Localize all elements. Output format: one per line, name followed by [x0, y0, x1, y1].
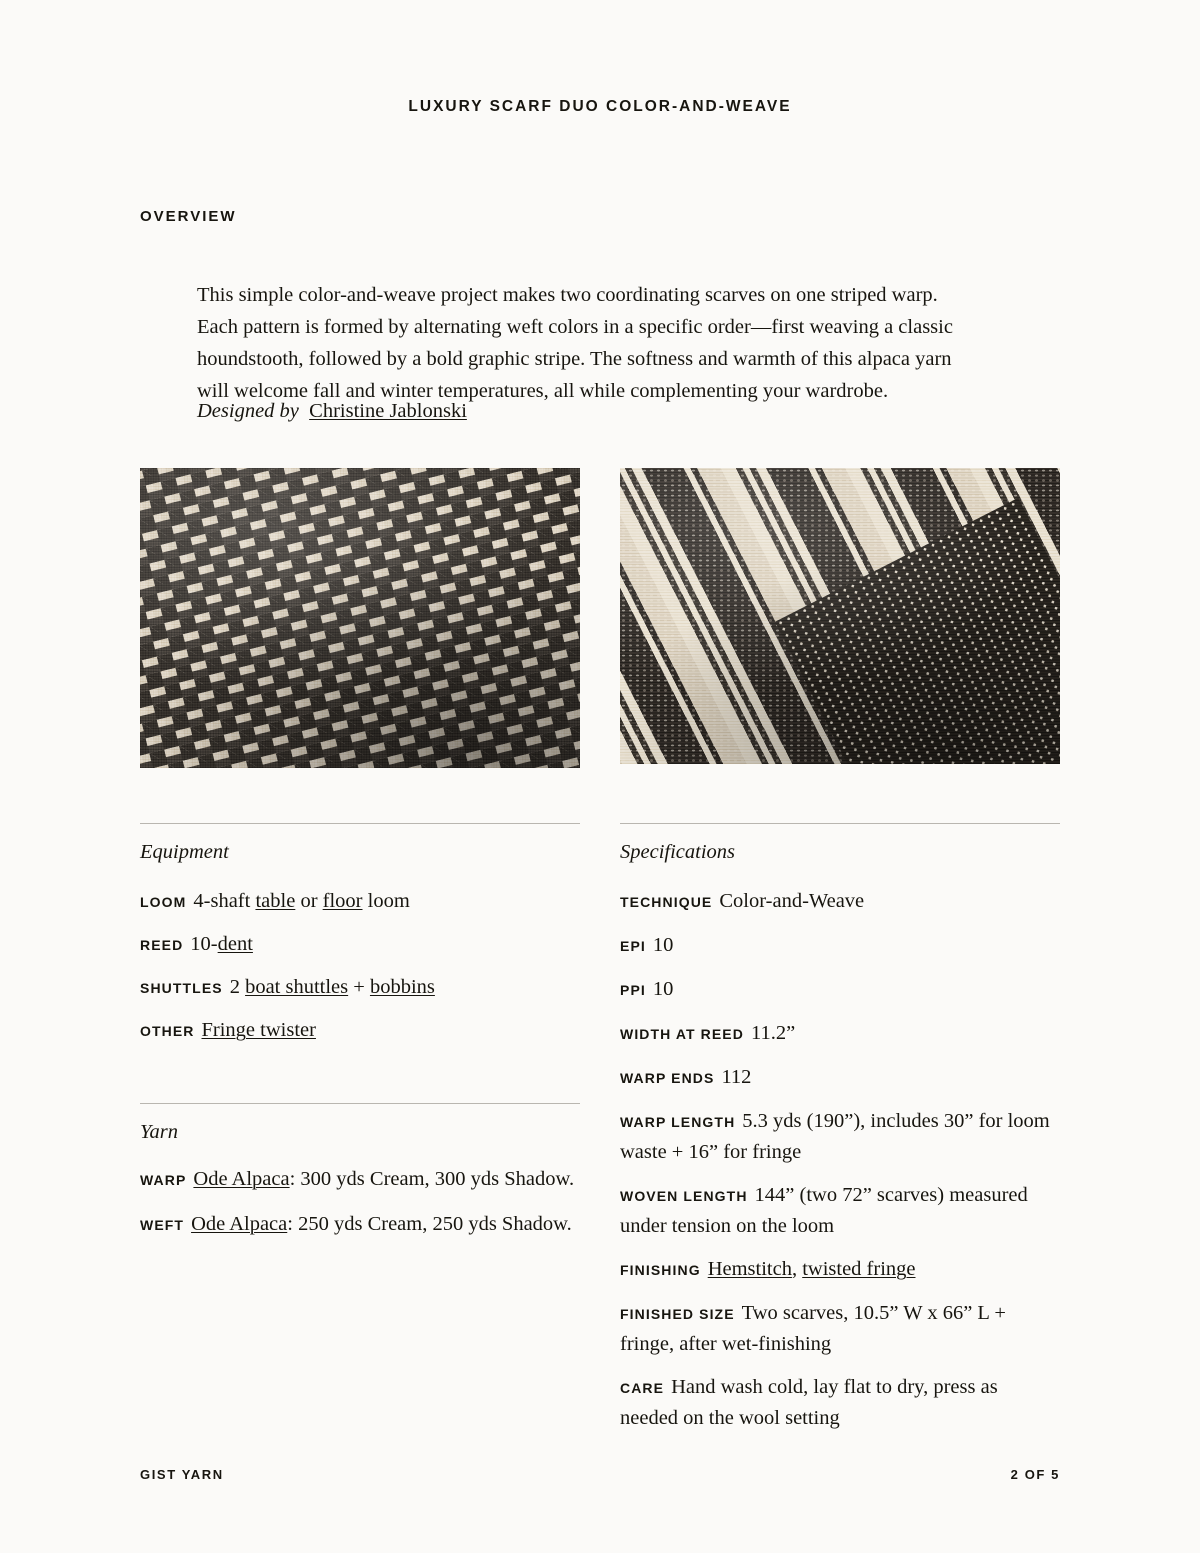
designer-credit — [197, 396, 467, 426]
divider — [140, 823, 580, 824]
spec-value-text: + — [348, 976, 370, 998]
spec-row — [620, 1298, 1060, 1359]
spec-label: WARP — [140, 1172, 187, 1188]
spec-value-link[interactable]: Ode Alpaca — [191, 1213, 288, 1235]
yarn-section — [140, 1103, 580, 1240]
spec-label: CARE — [620, 1380, 665, 1396]
spec-value — [721, 1066, 751, 1088]
spec-value — [191, 1213, 572, 1235]
spec-value-text: loom — [362, 890, 410, 912]
designed-by-label: Designed by — [197, 400, 299, 422]
spec-value — [193, 1168, 574, 1190]
spec-value-text: or — [295, 890, 323, 912]
spec-value-text: 144” (two 72” scarves) measured under tension on the loom — [620, 1184, 1028, 1237]
spec-value-text: Hand wash cold, lay flat to dry, press as needed on the wool setting — [620, 1376, 998, 1429]
spec-label: WEFT — [140, 1217, 185, 1233]
divider — [140, 1103, 580, 1104]
spec-label: PPI — [620, 982, 646, 998]
overview-heading: OVERVIEW — [140, 208, 237, 225]
spec-label: SHUTTLES — [140, 980, 223, 996]
spec-value-link[interactable]: dent — [217, 933, 253, 955]
spec-value-link[interactable]: bobbins — [369, 976, 435, 998]
spec-value-text: Two scarves, 10.5” W x 66” L + fringe, after wet-finishing — [620, 1302, 1006, 1355]
spec-label: FINISHING — [620, 1262, 701, 1278]
footer-page-number: 2 OF 5 — [1010, 1467, 1060, 1482]
spec-row — [620, 930, 1060, 961]
houndstooth-yarn-grain — [140, 468, 580, 768]
spec-value-text: 10 — [652, 978, 674, 1000]
overview-paragraph: This simple color-and-weave project makes two coordinating scarves on one striped warp. Each pattern is formed by alternating weft colors in a specific order—first weaving a classic houndstooth, followed by a bold graphic stripe. The softness and warmth of this alpaca yarn will welcome fall and winter temperatures, all while complementing your wardrobe. — [197, 283, 953, 402]
spec-label: LOOM — [140, 894, 187, 910]
houndstooth-swatch-image — [140, 468, 580, 768]
spec-value-link[interactable]: Ode Alpaca — [193, 1168, 290, 1190]
spec-value — [230, 976, 435, 998]
spec-value-text: 5.3 yds (190”), includes 30” for loom waste + 16” for fringe — [620, 1110, 1050, 1163]
spec-value-text: 10- — [190, 933, 218, 955]
specifications-column — [620, 823, 1060, 1446]
spec-row — [620, 886, 1060, 917]
yarn-title: Yarn — [140, 1121, 178, 1143]
spec-value-link[interactable]: table — [255, 890, 296, 912]
spec-value-text: 2 — [229, 976, 246, 998]
spec-row — [620, 1180, 1060, 1241]
spec-row — [620, 1372, 1060, 1433]
spec-label: WARP ENDS — [620, 1070, 715, 1086]
page-footer — [140, 1467, 1060, 1482]
spec-value-text: , — [791, 1258, 803, 1280]
spec-value — [202, 1019, 316, 1041]
spec-value-text: Color-and-Weave — [719, 890, 865, 912]
spec-value-link[interactable]: boat shuttles — [245, 976, 349, 998]
spec-value — [653, 934, 674, 956]
spec-value — [719, 890, 864, 912]
spec-label: WARP LENGTH — [620, 1114, 736, 1130]
spec-value-text: 10 — [652, 934, 674, 956]
spec-value — [190, 933, 253, 955]
designer-link[interactable]: Christine Jablonski — [309, 400, 467, 422]
spec-row — [140, 886, 580, 917]
spec-value-text: 112 — [721, 1066, 752, 1088]
spec-row — [140, 972, 580, 1003]
spec-label: WIDTH AT REED — [620, 1026, 744, 1042]
spec-label: WOVEN LENGTH — [620, 1188, 748, 1204]
footer-brand: GIST YARN — [140, 1467, 224, 1482]
spec-value-text: : 300 yds Cream, 300 yds Shadow. — [289, 1168, 575, 1190]
spec-label: EPI — [620, 938, 646, 954]
spec-label: TECHNIQUE — [620, 894, 713, 910]
spec-value — [653, 978, 674, 1000]
equipment-title: Equipment — [140, 841, 229, 863]
spec-row — [620, 1062, 1060, 1093]
spec-value-link[interactable]: floor — [322, 890, 363, 912]
graphic-stripe-swatch-image — [620, 468, 1060, 764]
spec-value-text: 4-shaft — [193, 890, 256, 912]
spec-row — [140, 1209, 580, 1240]
yarn-list — [140, 1164, 580, 1240]
spec-row — [140, 1015, 580, 1046]
spec-row — [140, 1164, 580, 1195]
specifications-list — [620, 886, 1060, 1433]
spec-label: OTHER — [140, 1023, 195, 1039]
spec-value — [708, 1258, 916, 1280]
spec-row — [620, 974, 1060, 1005]
spec-row — [620, 1106, 1060, 1167]
spec-row — [140, 929, 580, 960]
spec-value-link[interactable]: Fringe twister — [201, 1019, 316, 1041]
equipment-column — [140, 823, 580, 1254]
specifications-title: Specifications — [620, 841, 736, 863]
spec-value-text: 11.2” — [750, 1022, 796, 1044]
spec-value — [620, 1376, 998, 1429]
divider — [620, 823, 1060, 824]
spec-value-link[interactable]: twisted fringe — [802, 1258, 916, 1280]
spec-value — [751, 1022, 795, 1044]
stripe-yarn-grain — [620, 468, 1060, 764]
page-title: LUXURY SCARF DUO COLOR-AND-WEAVE — [408, 98, 792, 115]
spec-value — [193, 890, 409, 912]
spec-row — [620, 1018, 1060, 1049]
spec-label: REED — [140, 937, 184, 953]
spec-value-text: : 250 yds Cream, 250 yds Shadow. — [287, 1213, 572, 1235]
equipment-list — [140, 886, 580, 1046]
spec-value-link[interactable]: Hemstitch — [707, 1258, 792, 1280]
spec-row — [620, 1254, 1060, 1285]
spec-label: FINISHED SIZE — [620, 1306, 735, 1322]
